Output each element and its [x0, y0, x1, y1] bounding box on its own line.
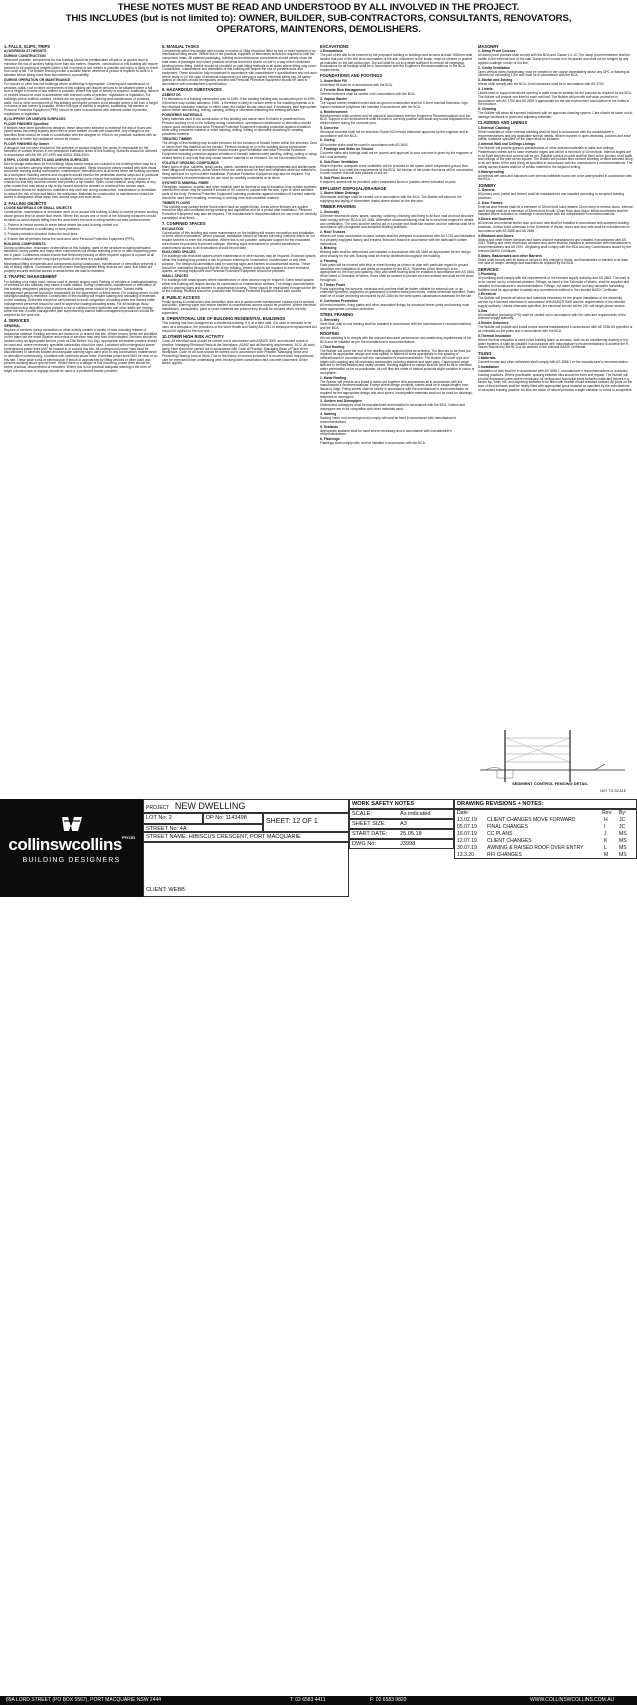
note-heading: SERVICES — [478, 266, 499, 272]
note-paragraph: The design of this building may include provision for the inclusion of treated timber within the structure. Dust or fumes from this material can be harmful. Persons working on or in the building during construction, operational maintenance or demolition should ensure good ventilation and wear Personal Protective Equipment including protection against inhalation of harmful material when sanding, drilling, cutting or using heated timber in any way that may cause harmful material to be released. Do not burn treated timber. — [162, 140, 317, 160]
note-heading: 6. Flashings — [320, 437, 340, 442]
note-paragraph: All plumbing shall comply with the requirements of the relevant supply authority and AS 3500. The work is to be carried out by a licensed plumber. Fittings, as listed in the Schedule of Works, shall be supplied and installed to manufacturer's recommendations. Fittings, hot water system and any rainwater harvesting facilities shall be appropriate to satisfy any commitment outlined in the relevant BASIX Certificate. — [478, 276, 630, 292]
note-heading: 1. Generally — [320, 317, 340, 322]
note-heading: TREATED TIMBER — [162, 136, 192, 141]
note-heading: 1.Tiled Roofing — [320, 344, 345, 349]
note-heading: 2. Cavity Ventilation — [478, 65, 511, 70]
company-logo — [0, 799, 143, 897]
note-paragraph: Termite treatment shall be carried out in accordance with the BCA. — [320, 92, 416, 97]
note-paragraph: This building may contain timber floors which have an applied finish. Areas where finishes are applied should be kept well ventilated during sanding and application and for a period after installation. Personal Protective Equipment may also be required. The manufacturer's recommendations for use must be carefully considered at all times. — [162, 204, 317, 220]
revision-rev: H — [604, 817, 608, 823]
note-paragraph: All roof cladding is to comply with the relevant structural performance and weathering requirements of the BCA and be installed as per the manufacturer's recommendations. — [320, 336, 472, 344]
note-paragraph: External door frames shall be a minimum of 32mm thick solid rebated 12mm deep to receive doors. Internal jamb linings shall be a minimum of 18mm thick fit with 12mm thick door stops. Metal doorframes shall be installed where indicated on drawings in accordance with the manufacturer's recommendations. — [478, 205, 633, 217]
note-heading: ASBESTOS — [162, 93, 181, 98]
note-paragraph: The Builder will provide and install a metal roof together with accessories all in accordance with the manufacturer's recommendations. Except where design prohibits, sheets shall be in single lengths from fascia to ridge. Fixing sheets shall be strictly in accordance with the manufacturer's recommendation as required for the appropriate design and wind speed. Incompatible materials shall not be used for flashings, fasteners or downpipes. — [320, 379, 473, 399]
note-paragraph: Code: All electrical work should be carried out in accordance with AS/NZS 3000 and relevant codes of practice. Managing Electrical Risks at the Workplace, AS/NZ and all licensing requirements. 3012. All work using Plant should be carried out in accordance with Code of Practice: Managing Risks of Plant at the Workplace. Code of: All work should be carried out in accordance with: Practice: Managing Noise and Preventing Hearing Loss at Work. Due to the history of serious incidents it is recommended that particular care be exercised when undertaking work involving steel construction and concrete placement. All the above applies. — [162, 339, 315, 366]
note-heading: 1. Underfloor Fill — [320, 79, 347, 84]
note-heading: 3.Waterproofing — [478, 169, 504, 174]
revision-note: RFI CHANGES — [487, 852, 522, 858]
note-heading: 1.Materials — [478, 356, 496, 361]
revision-date: 13.02.19 — [457, 817, 477, 823]
revision-row — [455, 852, 630, 859]
note-heading: 7. CONFINED SPACES — [162, 221, 206, 226]
note-paragraph: During construction, renovation or demolition of this building, parts of the structure including fabricated steelwork, heavy panels and many other components will remain standing prior to or after supporting parts are in place. Contractors should ensure that temporary bracing or other required support is in place at all times when collapse which may injure persons in the area is a possibility. — [4, 245, 157, 261]
note-heading: 5.Thermal Insulation — [478, 333, 511, 338]
note-heading: TILING — [478, 350, 492, 356]
sediment-fence-drawing — [475, 720, 630, 790]
revision-by: JC — [619, 824, 626, 830]
note-paragraph: If finishes have been specified by designer, these have been selected to minimise the risk of floors and paved areas becoming slippery when wet or when walked on with wet shoes/feet. Any changes to the specified finish should be made in consultation with the designer or, if this is not practical, surfaces with an equivalent or better slip resistance should be chosen. — [4, 125, 157, 141]
revisions-table — [454, 809, 637, 859]
note-heading: 5. MANUAL TASKS — [162, 43, 199, 49]
note-heading: DURING OPERATION OR MAINTENANCE — [4, 77, 71, 82]
note-heading: 5.Stairs, Balustrades and other Barriers — [478, 253, 542, 258]
note-heading: 6. Curing — [320, 138, 335, 143]
revision-by: MS — [619, 852, 627, 858]
note-paragraph: All internal and external timber door and door sets shall be installed in accordance with accepted building practices. Unless listed otherwise in the Schedule of Works, doors and door sets shall be manufactured in accordance with AS 2688 and AS 2689. — [478, 221, 630, 233]
note-heading: 3. Vapour Barrier — [320, 96, 348, 101]
note-heading: 8. Sub-Floor Ventilation — [320, 159, 358, 164]
note-paragraph: Bracing units shall be determined and installed in accordance with AS 1684 as appropriate for the design wind velocity for the site. Bracing shall be evenly distributed throughout the building. — [320, 250, 471, 259]
note-paragraph: For buildings with small spaces where maintenance or other access may be required: Some small spaces within this building will require access by construction or maintenance workers. The design documentation calls for warning signs and barriers to unauthorised access. These should be maintained throughout the life of the building. Workers should be provided with Personal Protective Equipment and safe access. — [162, 278, 317, 294]
note-heading: 5. Concrete — [320, 125, 339, 130]
note-paragraph: Underfloor fill shall be in accordance with the BCA. — [320, 83, 393, 88]
note-heading: 5. Sealants — [320, 424, 338, 429]
revision-note: CLIENT CHANGES — [487, 838, 532, 844]
note-heading: 4.Smoke Detectors — [478, 321, 509, 326]
note-paragraph: Components within this design with a mass in excess of 25kg should be lifted by two or more workers or by mechanical lifting device. Where this is not practical, suppliers or fabricators should be required to limit the component mass. All material packaging, building and maintenance components should clearly show the total mass of packages and where practical all items should be stored on site in a way which minimises bending before lifting. Advice should be provided on safe lifting methods in all areas where lifting may occur. Construction, maintenance and demolition of this building will require the use of portable tools and equipment. These should be fully maintained in accordance with manufacturer's specifications and not used where faulty or (in the case of electrical equipment) not carrying a current electrical safety tag. All safety guards or devices should be regularly checked and Personal Protective Equipment should be used in accordance with manufacturer's specification. — [162, 48, 317, 87]
note-paragraph: All timber framework sizes, spans, spacing, notching, checking and fixing to all floor, wall and roof structure shall comply with the BCA or AS 1684. Alternative structural framing shall be to structural engineer's details and certification. The work shall be carried out in a proper and trade-like manner and the material shall be in accordance with recognised and accepted building practices. — [320, 214, 475, 230]
project-cell — [143, 799, 349, 813]
sheet-size-value: A3 — [400, 821, 407, 827]
rev-rev-header: Rev: — [602, 810, 613, 816]
note-paragraph: Lintels used to support brickwork opening in walls must be suitable for the purpose as required by the BCA. The Builder will provide one lintel to each wall leaf. The Builder will provide corrosion protection in accordance with AS 3700 and AS 2699.3 appropriate for the site environment and location of the lintels in the structure. — [478, 91, 633, 107]
note-paragraph: This building has been designed as a residential building. If it, at a later date, it is used or intended to be used as a workplace, the provisions of the Work Health and Safety Act 2011 or subsequent replacement Act should be applied to the new use. — [162, 321, 317, 333]
revision-by: MS — [619, 845, 627, 851]
logo-wordmark: collinswcollins$^{PTY LTD}$ — [8, 835, 135, 854]
note-paragraph: All installation (including LPG) shall be carried out in accordance with the rules and requirements of the relevant supply authority. — [478, 312, 626, 321]
note-paragraph: The part of the site to be covered by the proposed building or buildings and an area at least 1000mm wide around that part of the site at its boundaries of the site, whichever is the lesser, must be cleared or graded as indicated on the site works plan. Top soil shall be cut to a depth sufficient to remove all vegetation. Excavations for all footings shall be in accordance with the Engineer's Recommendations or the BCA requirements. — [320, 53, 473, 73]
note-heading: 3. Mortar and Joining — [478, 78, 513, 83]
note-heading: GENERAL — [4, 323, 21, 328]
note-heading: TIMBER FRAMING — [320, 204, 356, 210]
note-paragraph: Reinforcement shall conform and be placed in accordance with the Engineer's Recommendation and the BCA. Support to all reinforcement shall be used to correctly position and avoid any undue displacement of reinforcement during the concrete pour. — [320, 113, 473, 126]
sheet-size-label: SHEET SIZE: — [352, 821, 387, 827]
note-paragraph: 1. Prevent or restrict access to areas below where the work is being carried out. — [4, 222, 119, 227]
dwg-no-label: DWG No: — [352, 841, 376, 847]
note-heading: STEPS, LOOSE OBJECTS AND UNEVEN SURFACES — [4, 157, 89, 162]
note-heading: ROOFING — [320, 330, 340, 336]
scale-value: As indicated — [400, 811, 431, 817]
notice-line-1: THESE NOTES MUST BE READ AND UNDERSTOOD BY ALL INVOLVED IN THE PROJECT. — [117, 2, 520, 13]
note-heading: TIMBER FLOORS — [162, 200, 191, 205]
note-heading: FLOOR FINISHES Specified — [4, 121, 49, 126]
notice-header — [4, 2, 633, 35]
project-name: NEW DWELLING — [174, 801, 246, 811]
note-heading: 6. Corrosion Protection — [320, 298, 358, 303]
revision-row — [455, 824, 630, 831]
note-paragraph: Sliding and other timber windows and doors shall be manufactured and installed in accordance with AS 2047. Sliding and other aluminium windows and doors shall be installed in accordance with manufacturer's recommendations and AS 2047. All glazing shall comply with the BCA and any Commissions issued by the relevant BASIX Certificate. — [478, 237, 632, 253]
note-paragraph: Gutters and downpipes shall be manufactured and installed in accordance with the BCA. Gutters and downpipes are to be compatible with other materials used. — [320, 403, 466, 412]
scale-label: SCALE: — [352, 811, 372, 817]
revision-rev: I — [604, 824, 606, 830]
note-heading: SMALL SPACES — [162, 274, 189, 279]
note-heading: A) WORKING AT HEIGHTS — [4, 49, 47, 54]
note-paragraph: All damp proof courses shall comply with the BCA and Clause 1.0.10. The damp proof membrane shall be visible in the external face of the wall. Damp proof course is to be placed and shall not be bridged by any applied coatings, render or the like. — [478, 53, 631, 65]
footer-address: 89A LORD STREET (PO BOX 5567), PORT MACQUARIE NSW 2444 — [6, 1697, 162, 1703]
note-heading: BUILDING COMPONENTS — [4, 241, 46, 246]
note-heading: 9. OPERATIONAL USE OF BUILDING RESIDENTIAL BUILDINGS — [162, 316, 286, 322]
notes-column-1 — [4, 43, 159, 793]
rev-by-header: By: — [619, 810, 627, 816]
note-paragraph: The Builder will cover the roof of the dwelling with approved tiles as selected. The tiles are to be fixed (as required for appropriate design and wind speed) to battens of sizes appropriate to the spacing of rafters/trusses in accordance with the manufacturer's recommendations. The Builder will cover hips and ridges with capping and all necessary accessories including starters and apex caps. Capping and verge tiles are to be well bedded and neatly pointed. Roofing adjacent to valleys shall be fixed so as to minimise water penetration as far as practicable. As roof tiles are made of natural products slight variation in colour is acceptable. — [320, 348, 475, 375]
note-heading: 5. Cleaning — [478, 107, 497, 112]
notes-column-2 — [162, 43, 317, 793]
note-heading: STEEL FRAMING — [320, 312, 354, 318]
note-heading: CLADDING AND LININGS — [478, 120, 528, 126]
note-heading: 8. PUBLIC ACCESS — [162, 294, 200, 300]
dp-no: DP No: 1143498 — [203, 813, 263, 824]
revision-row — [455, 817, 630, 824]
note-paragraph: 4. Ensure that all persons below the work area have Personal Protective Equipment (PPE). — [4, 236, 135, 241]
note-heading: 1. Generally — [320, 210, 340, 215]
note-heading: 2. Metal Roofing — [320, 375, 347, 380]
note-paragraph: All metal brackets, fixing plates and other associated fixings for structural timber joints and bracing must have appropriate corrosion protection. — [320, 303, 470, 311]
street-name: STREET NAME: HIBISCUS CRESCENT, PORT MACQUARIE — [143, 832, 349, 842]
revision-date: 30.07.19 — [457, 845, 477, 851]
title-block-grid — [143, 799, 637, 897]
note-paragraph: All joinery work (metal and timber) shall be manufactured and installed according to accepted building practices. — [478, 192, 624, 201]
dwg-no-value: J3998 — [400, 841, 416, 847]
revision-row — [455, 845, 630, 852]
revision-by: MS — [619, 831, 627, 837]
notice-line-3: OPERATORS, MAINTENORS, DEMOLISHERS. — [216, 24, 421, 35]
revision-date: 05.07.19 — [457, 824, 477, 830]
revision-rev: L — [604, 845, 607, 851]
note-paragraph: The Builder will clean all exposed brickwork with an approved cleaning system. Care should be taken not to damage brickwork or joints and adjoining materials. — [478, 111, 633, 119]
revision-date: 13.3.20 — [457, 852, 474, 858]
lot-no: LOT No: 2 — [143, 813, 203, 824]
revisions-header-row — [455, 810, 630, 817]
note-heading: EFFLUENT DISPOSAL/DRAINAGE — [320, 185, 387, 191]
start-date-value: 25.05.18 — [400, 831, 422, 837]
note-heading: 5. Timber Posts — [320, 282, 346, 287]
note-paragraph: Many materials used in the construction of this building can cause harm if inhaled in powdered form. Persons working on or in the building during construction, operational maintenance or demolition should ensure good ventilation and wear Personal Protective Equipment including protection against inhalation while using powdered material or when sanding, drilling, cutting or otherwise disturbing or creating powdered material. — [162, 117, 312, 136]
note-heading: 2.Installation — [478, 365, 499, 370]
note-heading: EXCAVATIONS — [320, 43, 349, 49]
note-heading: ENCLOSED SPACES — [162, 250, 196, 255]
note-heading: 9. Sub-Floor Access — [320, 176, 353, 181]
note-paragraph: Stormwater drainage shall be carried out in accordance with the BCA. The Builder will allow for the supplying and laying of stormwater drains where shown on the site plan. — [320, 195, 462, 204]
logo-mark-icon — [60, 813, 84, 835]
note-heading: 10.OTHER HIGH RISK ACTIVITY — [162, 334, 224, 340]
note-heading: SYNTHETIC MINERAL FIBRE — [162, 180, 209, 185]
note-paragraph: Stairs shall comply with all stairs or ramps to any change in levels, and balustrades or barriers to at least one side of ramps, landings and balconies as required by the BCA. — [478, 257, 628, 266]
revision-note: CC PLANS — [487, 831, 513, 837]
footer-web: WWW.COLLINSWCOLLINS.COM.AU — [530, 1697, 615, 1703]
note-paragraph: Where required, adequate cross ventilation will be provided to the space under suspended ground floor. Construction is to meet the requirements of the BCA. No section of the under floor area will be constructed in such manner that will hold pockets of still air. — [320, 164, 473, 176]
note-heading: 2. Door Frames — [478, 200, 503, 205]
note-paragraph: Floor joists will be covered with strip or sheet flooring as shown on plan with particular regard to ground clearance and installation in wet areas as required by the BCA. Thickness of the flooring is to be appropriate for the floor joist spacing. Strip and sheet flooring shall be installed in accordance with AS 1684. When listed in Schedule of Works, floors shall be sanded to provide an even surface and shall be left clean throughout. — [320, 263, 475, 282]
note-heading: EXCAVATION — [162, 226, 184, 231]
note-heading: 3. TRAFFIC MANAGEMENT — [4, 274, 57, 280]
revisions-title: DRAWING REVISIONS + NOTES: — [454, 799, 637, 809]
note-paragraph: For alterations to a building constructed prior to 1990: If the existing building was constructed prior to 1990 - it therefore may contain asbestos; 1986 - it therefore is likely to contain either in the cladding material or in fire retardant insulation material. In either case, the builder should check and, if necessary, take appropriate action before demolishing, cutting, sanding, drilling or otherwise disturbing the existing structure. — [162, 97, 317, 113]
note-paragraph: Sheet materials or other external cladding shall be fixed in accordance with the manufacturer's recommendations and any applicable special details. Where required in open verandas, porches and eave soffits, materials specified on the plans shall be installed. — [478, 129, 631, 142]
note-paragraph: Sarking under roof coverings must comply with and be fixed in accordance with manufacturer's recommendations. — [320, 416, 457, 424]
sheet-size-cell — [349, 819, 454, 829]
note-paragraph: Open vertical joints (weepholes) must be created in the course immediately above any DPC or flashing at centres not exceeding 1.2m and must be in accordance with the BCA. — [478, 69, 630, 78]
note-paragraph: Construction of this building and some maintenance on the building will require excavation and installation of items within excavations. Where practical, installation should be carried out using methods which do not require workers to enter the excavation. Where this is not possible, adequate support for the excavated area should be provided to prevent collapse. Warning signs and barriers to prevent accidental or unauthorised access to all excavations should be provided. — [162, 230, 315, 250]
project-label: PROJECT — [146, 805, 170, 811]
sediment-scale-note: NOT TO SCALE — [600, 789, 627, 793]
note-heading: 3.Doors and Doorsets — [478, 217, 514, 222]
note-paragraph: If designer has not been involved in the selection of surface finishes, the owner is responsible for the selection of surface finishes in the pedestrian trafficable areas of this building. Surfaces should be selected in accordance with AS HB 197:1999 and AS/NZ 4586:2004. — [4, 145, 158, 157]
note-paragraph: Where thermal insulation is used in the building fabric or services, such as air conditioning ducting or hot water systems, it shall be installed in accordance with manufacturer's recommendations to achieve the R-Values required by the BCA or as outlined in the relevant BASIX Certificate. — [478, 337, 630, 350]
note-paragraph: For buildings with enclosed spaces where maintenance or other access may be required: Enclosed spaces within this building may present a risk to persons entering for construction, maintenance or any other purpose. The design documentation calls for warning signs and barriers to unauthorised access. These should be maintained throughout the life of the building. Where workers are required to enter enclosed spaces, air testing equipment and Personal Protective Equipment should be provided. — [162, 254, 316, 274]
note-heading: 3.Gas — [478, 308, 488, 313]
revision-row — [455, 831, 630, 838]
note-heading: 1.Plumbing — [478, 272, 497, 277]
revision-note: AWNING & RAISED ROOF OVER ENTRY — [487, 845, 584, 851]
note-heading: MASONRY — [478, 43, 499, 49]
note-paragraph: All concrete slabs shall be cured in accordance with AS 3600. — [320, 142, 409, 147]
note-heading: FOUNDATIONS AND FOOTINGS — [320, 73, 383, 79]
note-paragraph: The vapour barrier installed under slab-on-ground construction shall be 0.2mm nominal thickness, high impact resistance polythene film installed in accordance with the BCA. — [320, 101, 468, 109]
note-paragraph: 3. Provide protective structure below the work area. — [4, 232, 79, 237]
note-heading: 2. Termite Risk Management — [320, 88, 366, 93]
note-heading: 1.External Cladding — [478, 125, 510, 130]
note-paragraph: Posts supporting the carports, verandas and porches shall be timber suitable for external use, or as otherwise specified, supported on galvanised or treated metal post shoes, unless otherwise specified. Posts shall be of a size and fixing as required by AS 1684 for the wind speed classification assessed for the site. — [320, 286, 475, 299]
note-paragraph: Many types of glue, solvents, spray packs, paints, varnishes and some cleaning materials and disinfectants have dangerous emissions. Areas where these are used should be kept well ventilated while the material is being used and for a period after installation. Personal Protective Equipment may also be required. The manufacturer's recommendations for use must be carefully considered at all times. — [162, 164, 316, 180]
note-paragraph: 2. Provide toeboards to scaffolding or work platforms. — [4, 227, 81, 232]
note-paragraph: Construction, maintenance or demolition work on or around this building is likely to involve persons working above ground level or above floor levels. Where this occurs one or more of the following measures should be taken to avoid objects falling from the area where the work is being carried out onto persons below. — [4, 210, 158, 222]
note-paragraph: All internal wet area and balconies over internal habitable rooms are to be waterproofed in accordance with the BCA. — [478, 173, 632, 182]
revision-row — [455, 838, 630, 845]
note-paragraph: Mechanical lifting of materials and components during construction, maintenance or demolition presents a risk of falling objects. Contractors should ensure that appropriate lifting devices are used, that loads are properly secured and that access to areas below the load is restricted. — [4, 261, 156, 274]
revision-rev: K — [604, 838, 608, 844]
note-heading: B) SLIPPERY OR UNEVEN SURFACES — [4, 116, 66, 121]
note-heading: 2. Roof Trusses — [320, 230, 346, 235]
note-heading: POWDERED MATERIALS — [162, 113, 203, 118]
note-heading: 1. General — [478, 188, 495, 193]
client-cell — [143, 842, 349, 897]
revision-rev: M — [604, 852, 609, 858]
note-paragraph: Fibreglass, rockwool, ceramic and other material used for thermal or sound insulation may contain synthetic mineral fibre which may be harmful if inhaled or if it comes in contact with the skin, eyes or other sensitive parts of the body. Personal Protective Equipment including protection against inhalation of harmful material should be used when installing, removing or working near bulk insulation material. — [162, 184, 317, 200]
note-paragraph: Due to design restrictions for this building, steps and/or ramps are included in the building which may be a hazard to workers carrying objects or otherwise occupied. Steps should be clearly marked with both visual and tactile warning during construction, maintenance, demolition and at all times when the building operates as a workplace. Building owners and occupiers should monitor the pedestrian access ways and in particular access to areas where maintenance is routinely carried out to ensure that surfaces have not moved or cracked so that they become uneven and present a trip hazard. Spills, loose material, stray objects or any other matter that may cause a slip or trip hazard should be cleaned or removed from access ways. Contractors should be required to maintain a tidy work site during construction, maintenance or demolition to reduce the risk of trips and falls in the workplace. Materials for construction or maintenance should be stored in designated areas away from access ways and work areas. — [4, 161, 159, 200]
revision-by: JC — [619, 817, 626, 823]
revision-date: 16.07.19 — [457, 831, 477, 837]
note-paragraph: Structural concrete shall not be less than Grade N20 except otherwise approved by the engineer and in accordance with the BCA. — [320, 129, 469, 138]
note-heading: 4. Sarking — [320, 411, 337, 416]
scale-cell — [349, 809, 454, 819]
note-heading: 1. Storm Water Drainage — [320, 191, 360, 196]
sediment-caption: SEDIMENT CONTROL FENCING DETAIL — [512, 781, 588, 786]
note-heading: 1. Damp Proof Courses — [478, 49, 516, 54]
sheet-number: SHEET: 12 OF 1 — [263, 813, 349, 832]
work-safety-title: WORK SAFETY NOTES — [349, 799, 454, 809]
note-heading: JOINERY — [478, 182, 496, 188]
note-heading: 4. Lintels — [478, 87, 493, 92]
start-date-label: START DATE: — [352, 831, 388, 837]
note-paragraph: For houses or other low-rise buildings where scaffolding is appropriate: Cleaning and maintenance of windows, walls, roof or other components of this building will require persons to be situated where a fall from a height in excess of two metres is possible. Where this type of activity is required, scaffolding, ladders or trestles should be used in accordance with relevant codes of practice, regulations or legislation. For buildings where scaffold, ladders, trestles are not appropriate: Cleaning and maintenance of windows, walls, roof or other components of this building will require persons to be situated where a fall from a height in excess of two metres is possible. Where this type of activity is required, scaffolding, fall barriers or Personal Protective Equipment (PPE) should be used in accordance with relevant codes of practice, regulations or legislation. — [4, 82, 159, 116]
note-heading: 2.Electrical — [478, 292, 496, 297]
note-paragraph: Wherever possible, components for this building should be prefabricated off-site or at ground level to minimise the risk of workers falling more than two metres. However, construction of this building will require workers to be working at heights where a fall in excess of two metres is possible and injury is likely to result from such a fall. The builder should provide a suitable barrier wherever a person is required to work in a situation where falling more than two metres is a possibility. — [4, 58, 158, 78]
note-heading: 4. Reinforcement — [320, 109, 348, 114]
title-block — [0, 799, 637, 1703]
note-heading: 7. Footings and Slabs on Ground — [320, 147, 374, 152]
note-heading: 3. Bracing — [320, 246, 337, 251]
note-paragraph: Flashings shall comply with, and be installed in accordance with the BCA. — [320, 441, 426, 446]
notes-column-3 — [320, 43, 475, 793]
notes-column-4 — [478, 43, 633, 711]
footer-phone: T: 02 6583 4411 — [290, 1697, 326, 1703]
note-heading: FLOOR FINISHES By Owner — [4, 141, 50, 146]
note-heading: 4.Windows and Doors — [478, 233, 514, 238]
note-heading: 1.Excavations — [320, 49, 343, 54]
revision-note: CLIENT CHANGES MOVE FORWARD — [487, 817, 576, 823]
note-paragraph: Public access to construction and demolition sites and to areas under maintenance causes risk to workers and public. Warning signs and secure barriers to unauthorised access should be provided. Where electrical installations, excavations, plant or loose materials are present they should be secured when not fully supervised. — [162, 299, 316, 315]
footer-bar — [0, 1696, 637, 1705]
rev-date-header: Date: — [457, 810, 470, 816]
note-heading: 1. FALLS, SLIPS, TRIPS — [4, 43, 50, 49]
note-paragraph: Appropriate sealants shall be used where necessary and in accordance with manufacturer's recommendations. — [320, 428, 452, 437]
note-paragraph: For building on a major road, narrow road or steeply sloping road: Parking of vehicles or loading/unloading of vehicles on this roadway may cause a traffic hazard. During construction, maintenance or demolition of this building designated parking for workers and loading areas should be provided. Trained traffic management personnel should be responsible for the supervision of these areas. For building where on-site loading/unloading is restricted: Construction of this building will require loading and unloading of materials on the roadway. Deliveries should be well planned to avoid congestion of loading areas and trained traffic management personnel should be used to supervise loading/unloading areas. For all buildings: Busy construction and demolition sites present a risk of collision where deliveries and other traffic are moving within the site. A traffic management plan supervised by trained traffic management personnel should be adopted for the work site. — [4, 279, 159, 317]
revision-note: FINAL CHANGES — [487, 824, 528, 830]
dwg-no-cell — [349, 839, 454, 849]
note-paragraph: Concrete slabs and footings shall not be poured until approval to pour concrete is given by the engineer or the Local Authority. — [320, 151, 473, 160]
revision-by: MS — [619, 838, 627, 844]
revision-date: 12.07.19 — [457, 838, 477, 844]
notes-columns — [4, 43, 633, 793]
note-heading: 3. Gutters and Downpipes — [320, 399, 362, 404]
note-heading: 4. SERVICES — [4, 318, 30, 324]
note-paragraph: The Builder will provide gypsum plasterboards or other selected materials to walls and ceilings. Plasterboard sheets are to have recessed edges and will be a minimum of 10mm thick. Internal angles are to be flush stopped and corners will be set. Suitable cornice moulds shall be fixed at the junction of all walls and ceilings or the joint set as square. The Builder will provide fibre cement sheeting or other selected lining to all wet areas of the area lining as specified in accordance with the manufacturer's recommendations. The ceiling across trusses shall be of similar material to the adjacent ceiling. — [478, 146, 633, 169]
note-heading: 4. Flooring — [320, 258, 338, 263]
start-date-cell — [349, 829, 454, 839]
note-paragraph: If required, access will be provided under suspended floors in position where indicated on plan. — [320, 180, 457, 185]
note-heading: LOOSE MATERIALS OR SMALL OBJECTS — [4, 206, 72, 211]
note-paragraph: Rupture of services during excavation or other activity creates a variety of risks including release of hazardous material. Existing services are located on or around this site. Where known, these are identified on the plans but the exact location and extent of services may vary from that indicated. Services should be located using an appropriate service (such as Dial Before You Dig), appropriate excavation practice should be used and, where necessary, specialist contractors should be used. Locations with underground power: Underground power lines MAY be located in or around this site. All underground power lines must be disconnected or carefully located and adequate warning signs used prior to any construction, maintenance or demolition commencing. Locations with overhead power lines: Overhead power lines MAY be near or on this site. These pose a risk of electrocution if struck or approached by lifting devices or other plant and persons working above ground level. Where there is a danger of this occurring, power lines should be, where practical, disconnected or relocated. Where this is not practical adequate warning in the form of bright coloured tape or signage should be used or a protective barrier provided. — [4, 327, 158, 373]
note-paragraph: Where roof truss construction is used, trusses shall be designed in accordance with AS 1720 and fabricated in a properly equipped factory and erected, fixed and braced in accordance with the fabricator's written instructions. — [320, 234, 475, 246]
note-paragraph: Mortar shall comply with the BCA. Joint tolerances shall be in accordance with AS 3700. — [478, 82, 605, 87]
note-paragraph: The Builder will provide and install smoke alarms manufactured in accordance with AS 3786 AS specified or as indicated on the plans and in accordance with the BCA. — [478, 325, 633, 333]
street-no: STREET No: 4A — [143, 824, 263, 832]
notice-line-2: THIS INCLUDES (but is not limited to): OWNER, BUILDER, SUB-CONTRACTORS, CONSULTANTS, RENOVATORS, — [65, 13, 572, 24]
note-paragraph: Installation of tiles shall be in accordance with AS 3958.1, manufacturer's recommendations or accepted building practices. Where practicable, spacing between tiles should be even and regular. The Builder will provide expansion joints where necessary. All vertical and horizontal joints between walls and fixtures e.g. bench top, bath, etc. and adjoining surfaces to be filled with flexible mould resistant sealant. All joints on the face of tiled surfaces shall be neatly filled with appropriate grout material as specified by the manufacturer or accepted building practice. As tiles are made of natural products a slight variation in colour is acceptable. — [478, 369, 633, 392]
note-heading: 2.Internal Wall and Ceilings Linings — [478, 142, 535, 147]
note-heading: DURING CONSTRUCTION — [4, 54, 46, 59]
client-name: CLIENT: WEBB — [146, 887, 185, 893]
logo-tagline: BUILDING DESIGNERS — [22, 857, 121, 864]
note-heading: VOLATILE ORGANIC COMPOUNDS — [162, 160, 219, 165]
note-heading: 2. FALLING OBJECTS — [4, 200, 47, 206]
note-paragraph: Steel floor, wall or roof framing shall be installed in accordance with the manufacturer's recommendations and the BCA. — [320, 321, 472, 330]
revision-rev: J — [604, 831, 607, 837]
footer-fax: F: 02 6583 9820 — [370, 1697, 407, 1703]
note-heading: 6. HAZARDOUS SUBSTANCES — [162, 87, 222, 93]
note-paragraph: Cement mortar and other adhesives shall comply with AS 3958.1 or the manufacturer's recommendation. — [478, 360, 629, 365]
note-paragraph: The Builder will provide all labour and materials necessary for the proper installation of the electricity service by a licensed electrician in accordance with AS/NZS 3000 and the requirements of the relevant supply authority. Unless otherwise specified, the electrical service will be 240 volt single phase service. — [478, 296, 626, 308]
